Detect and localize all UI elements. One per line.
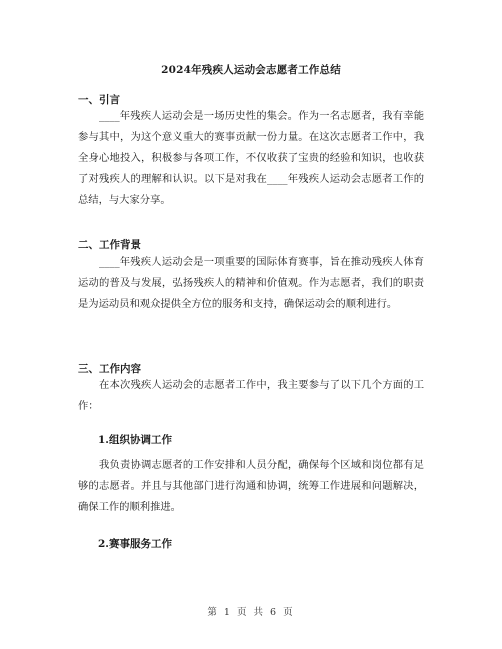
background-paragraph: ____年残疾人运动会是一项重要的国际体育赛事，旨在推动残疾人体育运动的普及与发展，弘扬残疾人的精神和价值观。作为志愿者，我们的职责是为运动员和观众提供全方位的服务和支持，确保运动会的顺利进行。 (78, 256, 424, 310)
introduction-paragraph: ____年残疾人运动会是一场历史性的集会。作为一名志愿者，我有幸能参与其中，为这个意义重大的赛事贡献一份力量。在这次志愿者工作中，我全身心地投入，积极参与各项工作，不仅收获了宝贵的经验和知识，也收获了对残疾人的理解和认识。以下是对我在____年残疾人运动会志愿者工作的总结，与大家分享。 (78, 110, 424, 206)
page-footer: 第 1 页 共 6 页 (207, 607, 295, 618)
work-content-paragraph: 在本次残疾人运动会的志愿者工作中，我主要参与了以下几个方面的工作： (78, 379, 424, 412)
subsection-heading-coordination: 1.组织协调工作 (98, 434, 172, 446)
section-heading-background: 二、工作背景 (78, 239, 141, 251)
subsection-heading-event-service: 2.赛事服务工作 (98, 538, 172, 550)
document-title: 2024年残疾人运动会志愿者工作总结 (161, 64, 341, 76)
coordination-paragraph: 我负责协调志愿者的工作安排和人员分配，确保每个区域和岗位都有足够的志愿者。并且与其他部门进行沟通和协调，统筹工作进展和问题解决，确保工作的顺利推进。 (78, 459, 424, 513)
section-heading-work-content: 三、工作内容 (78, 363, 141, 375)
section-heading-introduction: 一、引言 (78, 94, 120, 106)
